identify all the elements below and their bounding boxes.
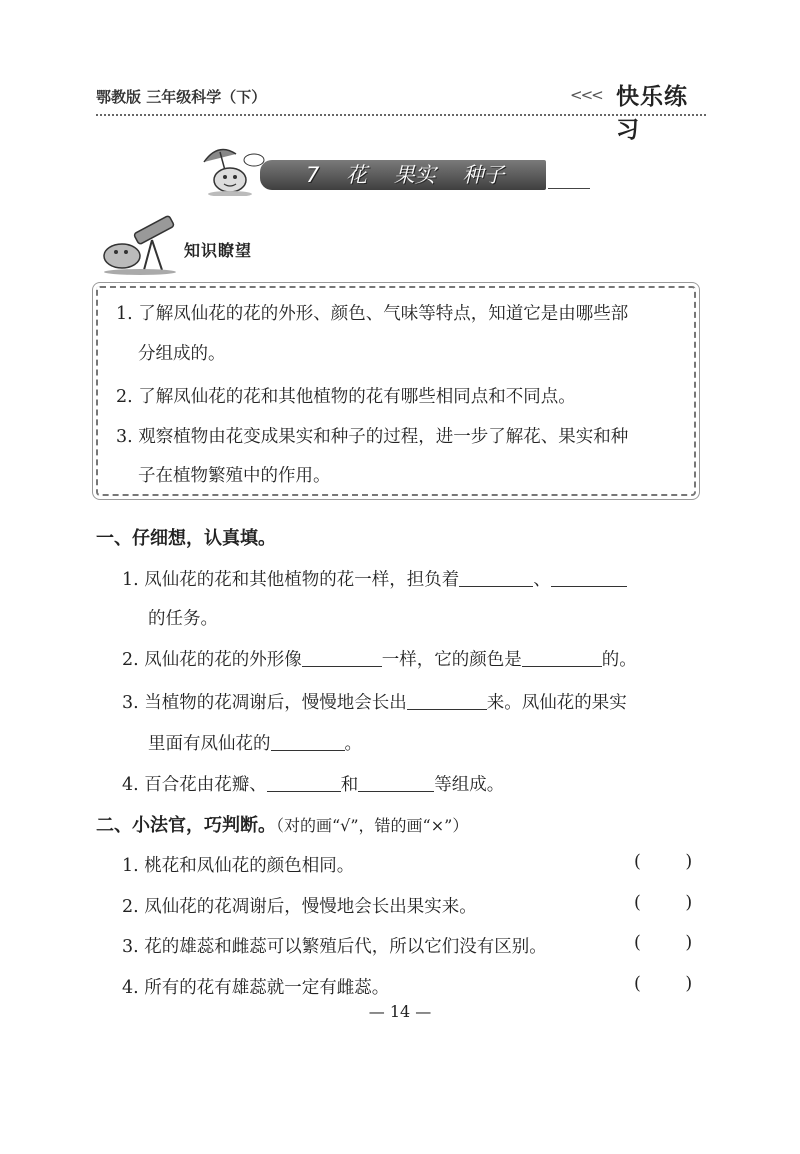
- q3-blank-1[interactable]: [407, 691, 487, 710]
- section2-heading: [96, 811, 468, 837]
- q4-text-a: 4. 百合花由花瓣、: [122, 775, 267, 795]
- header-divider: [96, 114, 706, 116]
- lesson-title: 7 花 果实 种子: [306, 163, 505, 187]
- section2-title: 二、小法官，巧判断。: [96, 815, 276, 836]
- fill-question-4: [122, 771, 504, 796]
- fill-question-1-cont: 的任务。: [148, 609, 218, 629]
- knowledge-line-3-cont: 子在植物繁殖中的作用。: [138, 466, 331, 486]
- judge-item-4: 4. 所有的花有雄蕊就一定有雌蕊。: [122, 978, 390, 998]
- mascot-umbrella-icon: [196, 140, 268, 196]
- q3-text-d: 。: [344, 734, 362, 754]
- q2-blank-2[interactable]: [522, 648, 602, 667]
- fill-question-3: [122, 689, 627, 714]
- judge-item-2: 2. 凤仙花的花凋谢后，慢慢地会长出果实来。: [122, 897, 477, 917]
- q3-blank-2[interactable]: [271, 732, 345, 751]
- fill-question-2: [122, 646, 637, 671]
- q1-text: 1. 凤仙花的花和其他植物的花一样，担负着: [122, 570, 460, 590]
- knowledge-line-1-cont: 分组成的。: [138, 344, 226, 364]
- knowledge-label: 知识瞭望: [184, 241, 253, 260]
- judge-answer-3[interactable]: ( ): [634, 933, 693, 953]
- q4-blank-2[interactable]: [358, 773, 434, 792]
- telescope-icon: [100, 212, 184, 276]
- title-underline: [548, 188, 590, 189]
- q4-blank-1[interactable]: [267, 773, 341, 792]
- knowledge-heading: [100, 212, 290, 282]
- judge-answer-1[interactable]: ( ): [634, 852, 693, 872]
- q3-text-b: 来。凤仙花的果实: [486, 693, 627, 713]
- judge-item-1: 1. 桃花和凤仙花的颜色相同。: [122, 856, 355, 876]
- section2-instruction: （对的画“√”，错的画“×”）: [276, 816, 469, 835]
- q3-text-c: 里面有凤仙花的: [148, 734, 271, 754]
- page-header: [96, 78, 704, 143]
- header-arrows: <<<: [570, 86, 602, 104]
- q2-text-b: 一样，它的颜色是: [381, 650, 522, 670]
- knowledge-line-1: 1. 了解凤仙花的花的外形、颜色、气味等特点，知道它是由哪些部: [116, 304, 629, 324]
- fill-question-1: [122, 566, 627, 591]
- lesson-banner: [196, 140, 598, 200]
- q1-blank-2[interactable]: [551, 568, 627, 587]
- section1-heading: 一、仔细想，认真填。: [96, 528, 276, 549]
- q2-text-a: 2. 凤仙花的花的外形像: [122, 650, 302, 670]
- q4-text-c: 等组成。: [434, 775, 505, 795]
- knowledge-line-2: 2. 了解凤仙花的花和其他植物的花有哪些相同点和不同点。: [116, 387, 576, 407]
- q1-blank-1[interactable]: [459, 568, 533, 587]
- series-title: 快乐练习: [616, 84, 688, 143]
- q1-separator: 、: [533, 570, 551, 590]
- judge-item-3: 3. 花的雄蕊和雌蕊可以繁殖后代，所以它们没有区别。: [122, 937, 547, 957]
- knowledge-line-3: 3. 观察植物由花变成果实和种子的过程，进一步了解花、果实和种: [116, 427, 629, 447]
- q3-text-a: 3. 当植物的花凋谢后，慢慢地会长出: [122, 693, 407, 713]
- judge-answer-2[interactable]: ( ): [634, 893, 693, 913]
- judge-answer-4[interactable]: ( ): [634, 974, 693, 994]
- knowledge-box: [96, 286, 696, 496]
- fill-question-3-cont: [148, 730, 362, 755]
- q2-blank-1[interactable]: [302, 648, 382, 667]
- q2-text-c: 的。: [601, 650, 637, 670]
- q4-text-b: 和: [340, 775, 359, 795]
- page-number: — 14 —: [368, 1002, 432, 1021]
- book-title: 鄂教版 三年级科学（下）: [96, 88, 267, 106]
